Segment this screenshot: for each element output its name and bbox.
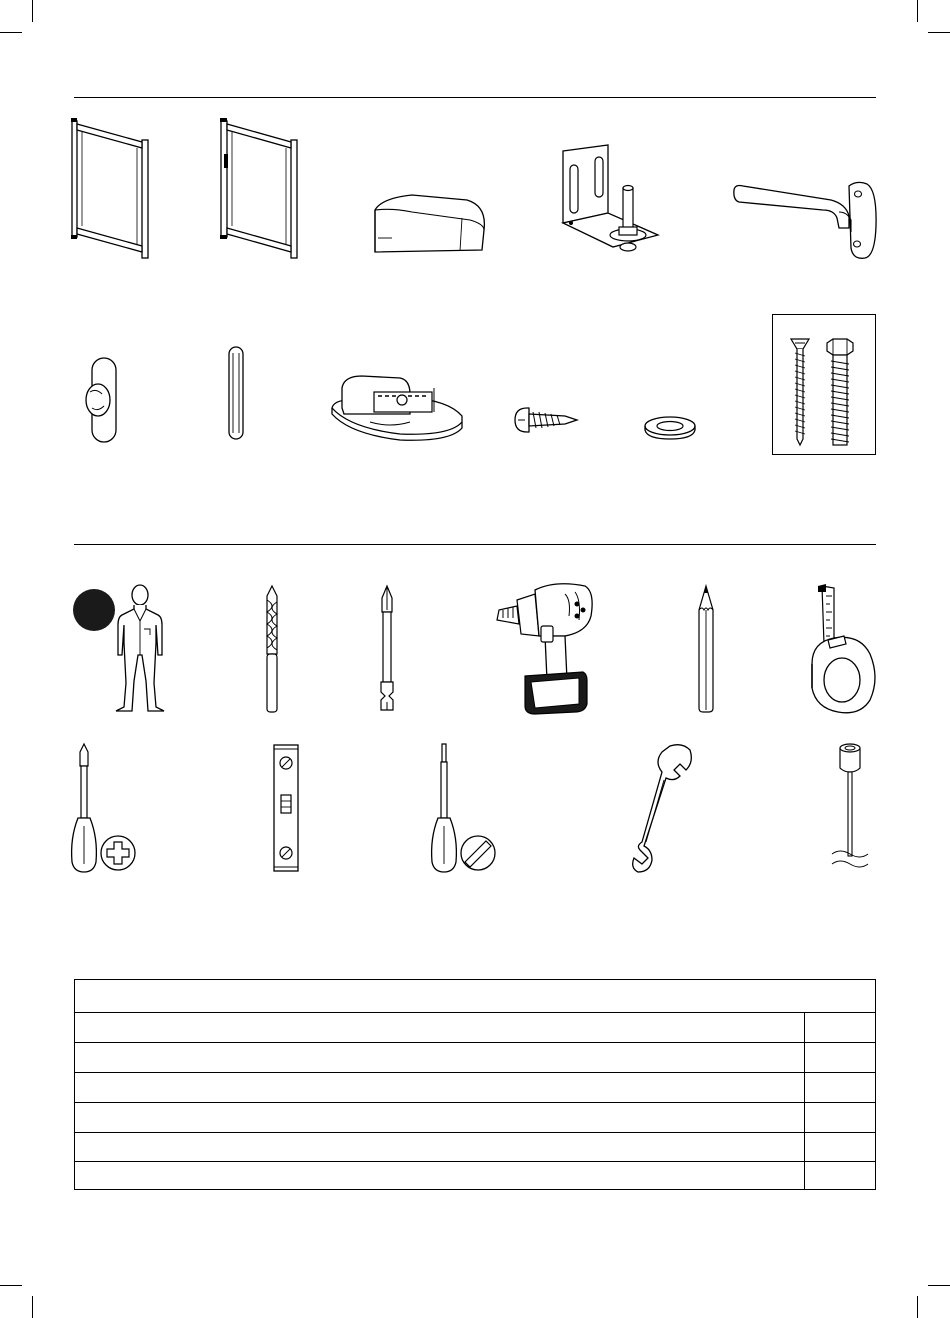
table-row — [75, 1161, 875, 1190]
parts-list-table — [74, 979, 876, 1190]
table-row-qty — [804, 1102, 875, 1132]
crop-mark-top-left-v — [32, 0, 33, 22]
tape-measure-icon — [808, 584, 880, 716]
person-count-badge — [73, 589, 115, 631]
person-icon — [112, 583, 168, 715]
table-row — [75, 1012, 875, 1043]
washer-icon — [643, 415, 697, 441]
crop-mark-bottom-left-v — [32, 1296, 33, 1318]
round-knob-plate-icon — [84, 356, 122, 444]
table-row-qty — [804, 1072, 875, 1102]
open-end-wrench-icon — [630, 742, 694, 874]
fastener-box — [772, 314, 876, 455]
flat-screwdriver-icon — [430, 742, 498, 874]
table-row-qty — [804, 1012, 875, 1042]
phillips-bit-icon — [376, 584, 398, 716]
table-row-qty — [804, 1131, 875, 1161]
table-row — [75, 1102, 875, 1133]
crop-mark-top-right-v — [917, 0, 918, 22]
tools-section-divider — [74, 544, 876, 545]
cover-cap-icon — [372, 190, 490, 260]
crop-mark-bottom-left-h — [0, 1285, 22, 1286]
table-row-qty — [804, 1161, 875, 1190]
fixed-glass-panel-icon — [70, 118, 152, 260]
table-row-qty — [804, 1042, 875, 1072]
crop-mark-bottom-right-v — [917, 1296, 918, 1318]
crop-mark-bottom-right-h — [928, 1285, 950, 1286]
cordless-drill-icon — [495, 580, 597, 716]
seal-strip-icon — [226, 345, 246, 441]
table-row — [75, 1131, 875, 1162]
crop-mark-top-left-h — [0, 32, 22, 33]
door-handle-icon — [731, 176, 879, 262]
bottom-pivot-block-icon — [330, 370, 464, 442]
table-header — [75, 980, 875, 1013]
screw-and-bolt-icon — [787, 337, 861, 449]
bracket-with-pivot-icon — [553, 143, 663, 263]
table-row — [75, 1072, 875, 1103]
spirit-level-icon — [270, 743, 302, 875]
door-glass-panel-icon — [219, 118, 301, 260]
pencil-icon — [696, 584, 716, 716]
socket-driver-icon — [830, 742, 870, 874]
drill-bit-icon — [262, 584, 282, 716]
crop-mark-top-right-h — [928, 32, 950, 33]
parts-section-divider — [74, 97, 876, 98]
table-row — [75, 1042, 875, 1073]
phillips-screwdriver-icon — [70, 742, 138, 874]
pan-head-screw-icon — [513, 405, 579, 435]
